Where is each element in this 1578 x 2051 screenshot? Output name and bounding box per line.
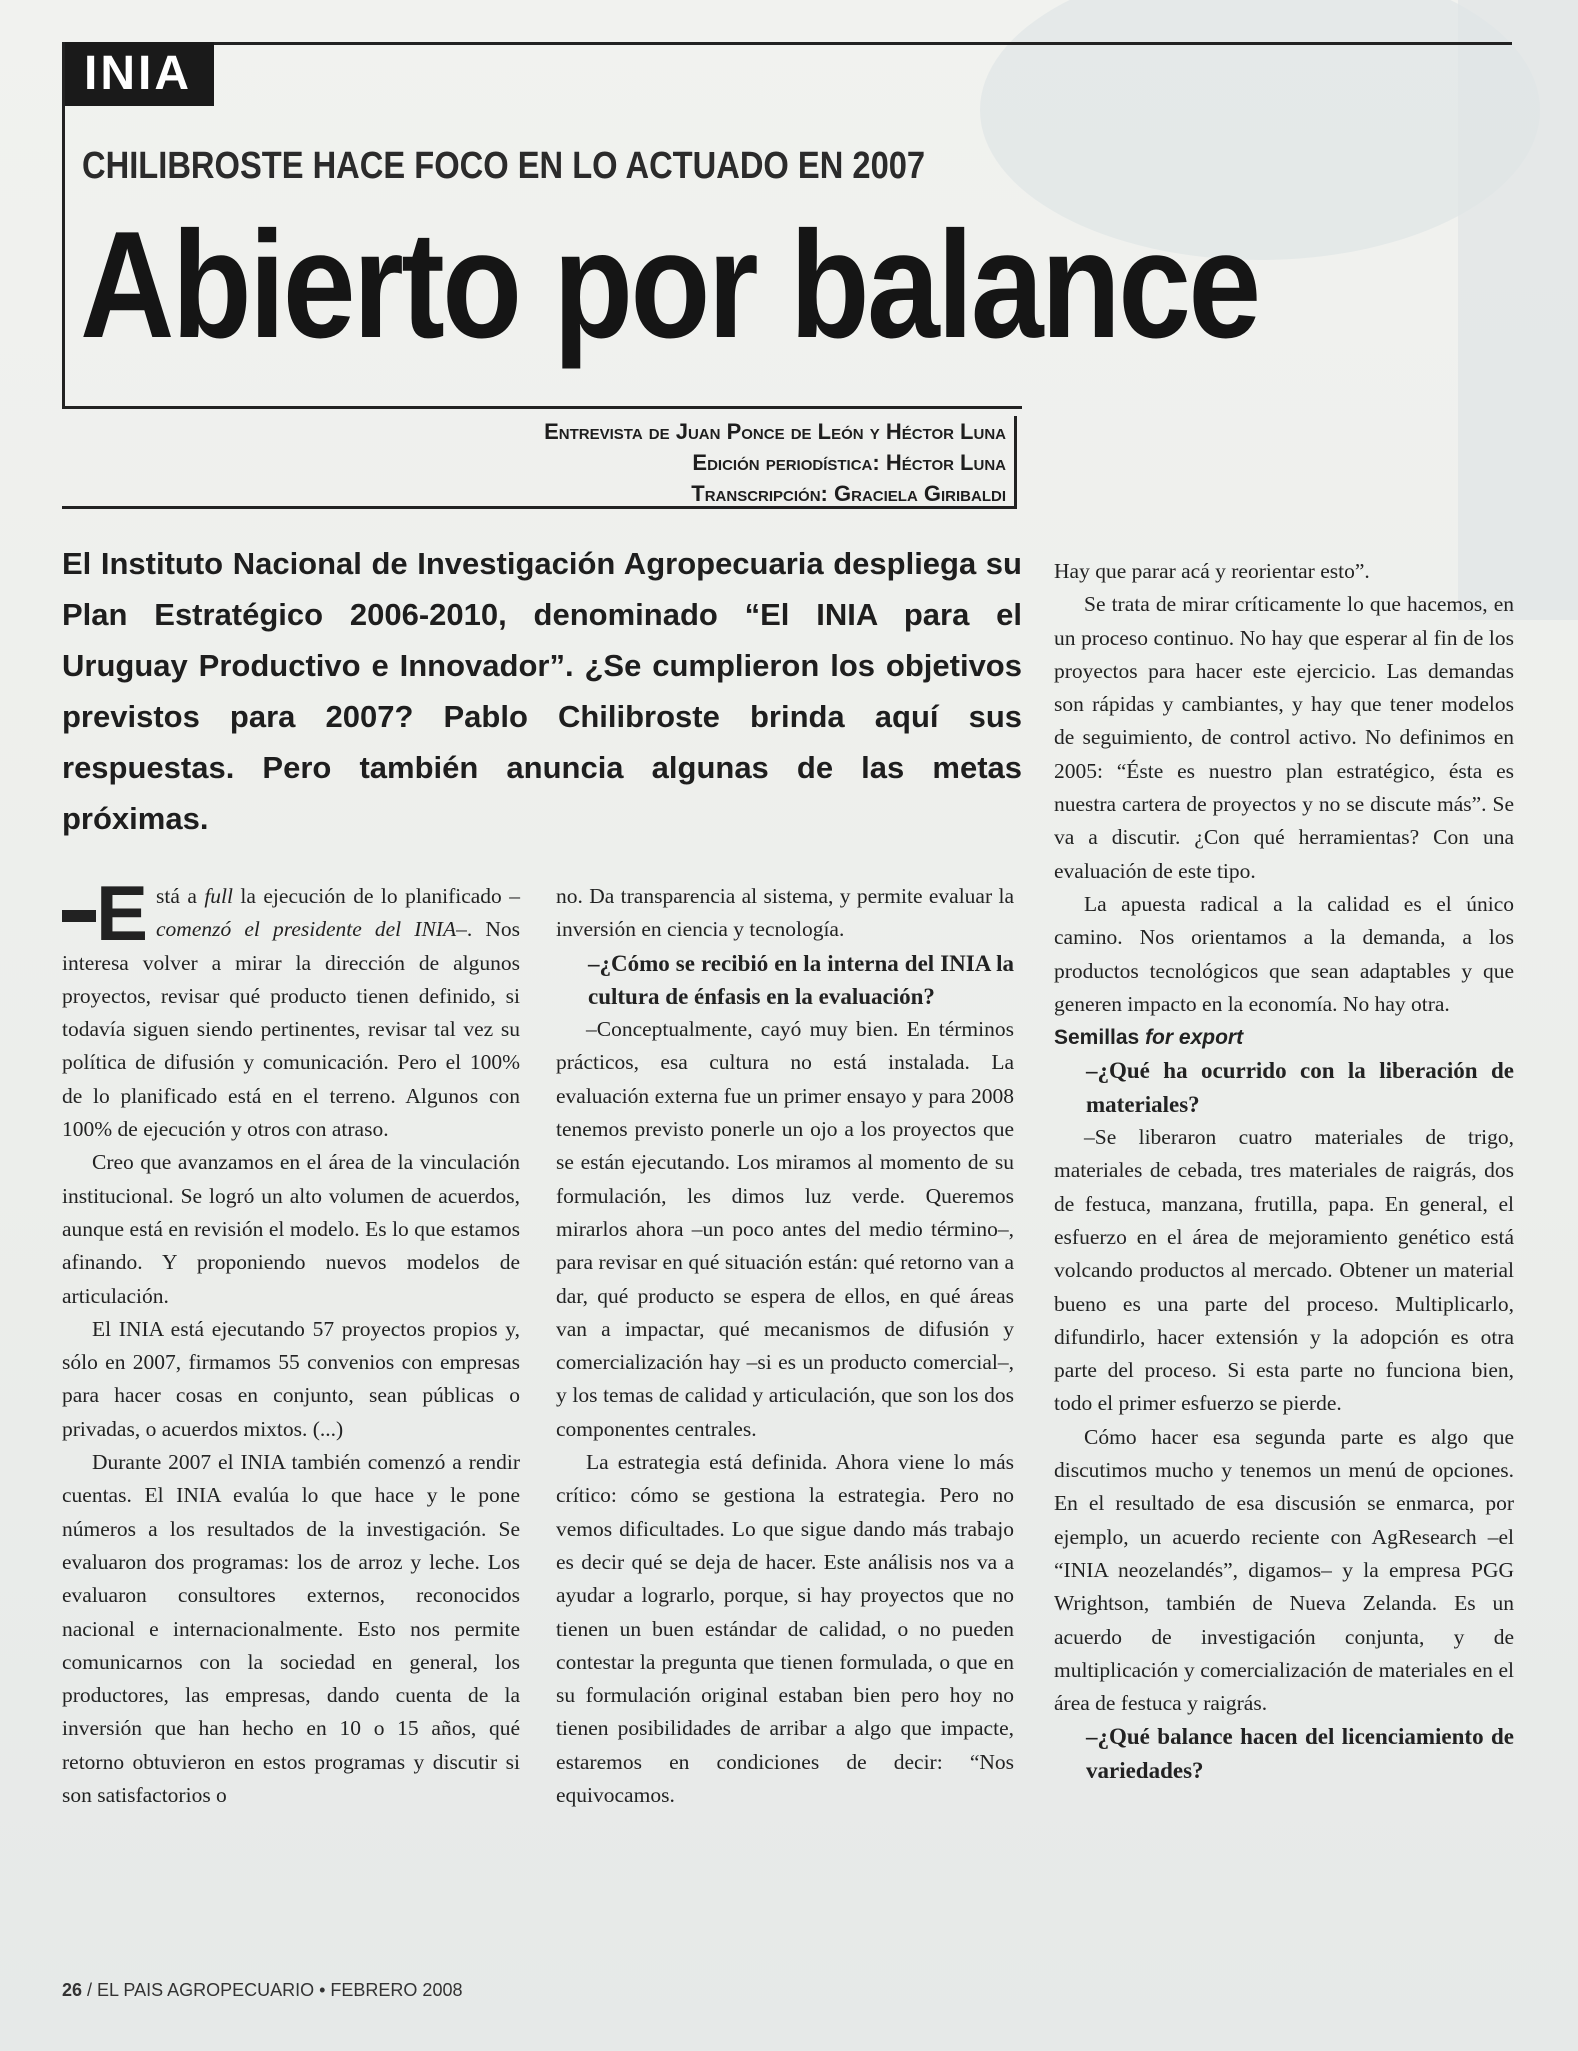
- text-italic: –comenzó el presidente del INIA–: [156, 884, 520, 942]
- paragraph: no. Da transparencia al sistema, y permite evaluar la inversión en ciencia y tecnología.: [556, 884, 1014, 942]
- page-number: 26: [62, 1980, 83, 2000]
- paragraph: El INIA está ejecutando 57 proyectos propios y, sólo en 2007, firmamos 55 convenios con empresas para hacer cosas en conjunto, sean públicas o privadas, o acuerdos mixtos. (...): [62, 1316, 520, 1441]
- credit-transcription: Transcripción: Graciela Giribaldi: [691, 481, 1006, 506]
- headline: Abierto por balance: [80, 200, 1259, 370]
- text-italic: for export: [1145, 1026, 1244, 1050]
- drop-cap: [62, 869, 150, 957]
- section-tag: INIA: [62, 42, 214, 106]
- paragraph: Se trata de mirar críticamente lo que hacemos, en un proceso continuo. No hay que esperar al fin de los proyectos para hacer este ejercicio. Las demandas son rápidas y cambiantes, y hay que tener modelos de seguimiento, de control activo. No definimos en 2005: “Éste es nuestro plan estratégico, ésta es nuestra cartera de proyectos y no se discute más”. Se va a discutir. ¿Con qué herramientas? Con una evaluación de este tipo.: [1054, 592, 1514, 883]
- dash-mark: [62, 910, 96, 922]
- paragraph: Creo que avanzamos en el área de la vinculación institucional. Se logró un alto volumen de acuerdos, aunque está en revisión el modelo. Es lo que estamos afinando. Y proponiendo nuevos modelos de articulación.: [62, 1150, 520, 1308]
- paragraph: La estrategia está definida. Ahora viene lo más crítico: cómo se gestiona la estrategia. Pero no vemos dificultades. Lo que sigue dando más trabajo es decir qué se deja de hacer. Este análisis nos va a ayudar a lograrlo, porque, si hay proyectos que no tienen un buen estándar de calidad, o no pueden contestar la pregunta que tienen formulada, o que en su formulación original estaban bien pero hoy no tienen posibilidades de arribar a algo que impacte, estaremos en condiciones de decir: “Nos equivocamos.: [556, 1450, 1014, 1808]
- credit-edition: Edición periodística: Héctor Luna: [692, 450, 1006, 475]
- paragraph: Hay que parar acá y reorientar esto”.: [1054, 559, 1370, 583]
- text: . Nos interesa volver a mirar la dirección de algunos proyectos, revisar qué producto tienen definido, si todavía siguen siendo pertinentes, revisar tal vez su política de difusión y comunicación. Pero el 100% de lo planificado está en el terreno. Algunos con 100% de ejecución y otros con atraso.: [62, 917, 520, 1142]
- paragraph: –Se liberaron cuatro materiales de trigo, materiales de cebada, tres materiales de raigrás, dos de festuca, manzana, frutilla, papa. En general, el esfuerzo en el área de mejoramiento genético está volcando productos al mercado. Obtener un material bueno es una parte del proceso. Multiplicarlo, difundirlo, hacer extensión y la adopción es otra parte del proceso. Si esta parte no funciona bien, todo el primer esfuerzo se pierde.: [1054, 1125, 1514, 1416]
- credit-interview: Entrevista de Juan Ponce de León y Héctor Luna: [544, 419, 1006, 444]
- text: Semillas: [1054, 1026, 1146, 1050]
- paragraph: Cómo hacer esa segunda parte es algo que discutimos mucho y tenemos un menú de opciones. En el resultado de esa discusión se enmarca, por ejemplo, un acuerdo reciente con AgResearch –el “INIA neozelandés”, digamos– y la empresa PGG Wrightson, también de Nueva Zelanda. Es un acuerdo de investigación conjunta, y de multiplicación y comercialización de materiales en el área de festuca y raigrás.: [1054, 1424, 1514, 1716]
- credits: [440, 416, 1006, 509]
- text: la ejecución de lo planificado: [232, 884, 510, 908]
- question: –¿Qué balance hacen del licenciamiento de variedades?: [1086, 1724, 1514, 1783]
- text: stá a: [156, 884, 205, 908]
- paragraph: [62, 869, 520, 1146]
- lead-paragraph: El Instituto Nacional de Investigación Agropecuaria despliega su Plan Estratégico 2006-2010, denominado “El INIA para el Uruguay Productivo e Innovador”. ¿Se cumplieron los objetivos previstos para 2007? Pablo Chilibroste brinda aquí sus respuestas. Pero también anuncia algunas de las metas próximas.: [62, 546, 1022, 836]
- credits-rule-bottom: [62, 506, 1017, 509]
- drop-cap-letter: E: [96, 869, 149, 957]
- column-2: [556, 880, 1014, 1812]
- header-frame-left: [62, 42, 65, 408]
- column-1: [62, 869, 520, 1812]
- text-italic: full: [204, 884, 233, 908]
- header-frame-bottom: [62, 406, 1022, 409]
- question: –¿Cómo se recibió en la interna del INIA la cultura de énfasis en la evaluación?: [588, 950, 1014, 1009]
- paragraph: –Conceptualmente, cayó muy bien. En términos prácticos, esa cultura no está instalada. La evaluación externa fue un primer ensayo y para 2008 tenemos previsto ponerle un ojo a los proyectos que se están ejecutando. Los miramos al momento de su formulación, les dimos luz verde. Queremos mirarlos ahora –un poco antes del medio término–, para revisar en qué situación están: qué retorno van a dar, qué producto se espera de ellos, en qué áreas van a impactar, qué mecanismos de difusión y comercialización hay –si es un producto comercial–, y los temas de calidad y articulación, que son los dos componentes centrales.: [556, 1017, 1014, 1441]
- column-3: [1054, 555, 1514, 1787]
- kicker: CHILIBROSTE HACE FOCO EN LO ACTUADO EN 2007: [82, 145, 926, 187]
- question: –¿Qué ha ocurrido con la liberación de materiales?: [1086, 1058, 1514, 1117]
- credits-rule-right: [1014, 416, 1017, 508]
- publication-info: / EL PAIS AGROPECUARIO • FEBRERO 2008: [87, 1980, 463, 2000]
- paragraph: La apuesta radical a la calidad es el único camino. Nos orientamos a la demanda, a los productos tecnológicos que sean adaptables y que generen impacto en la economía. No hay otra.: [1054, 891, 1514, 1016]
- paragraph: Durante 2007 el INIA también comenzó a rendir cuentas. El INIA evalúa lo que hace y le pone números a los resultados de la investigación. Se evaluaron dos programas: los de arroz y leche. Los evaluaron consultores externos, reconocidos nacional e internacionalmente. Esto nos permite comunicarnos con la sociedad en general, los productores, las empresas, dando cuenta de la inversión que han hecho en 10 o 15 años, qué retorno obtuvieron en estos programas y discutir si son satisfactorios o: [62, 1450, 520, 1808]
- top-rule: [62, 42, 1512, 45]
- background-block: [1458, 0, 1578, 620]
- subheading: [1054, 1021, 1514, 1054]
- page-footer: [62, 1980, 462, 2001]
